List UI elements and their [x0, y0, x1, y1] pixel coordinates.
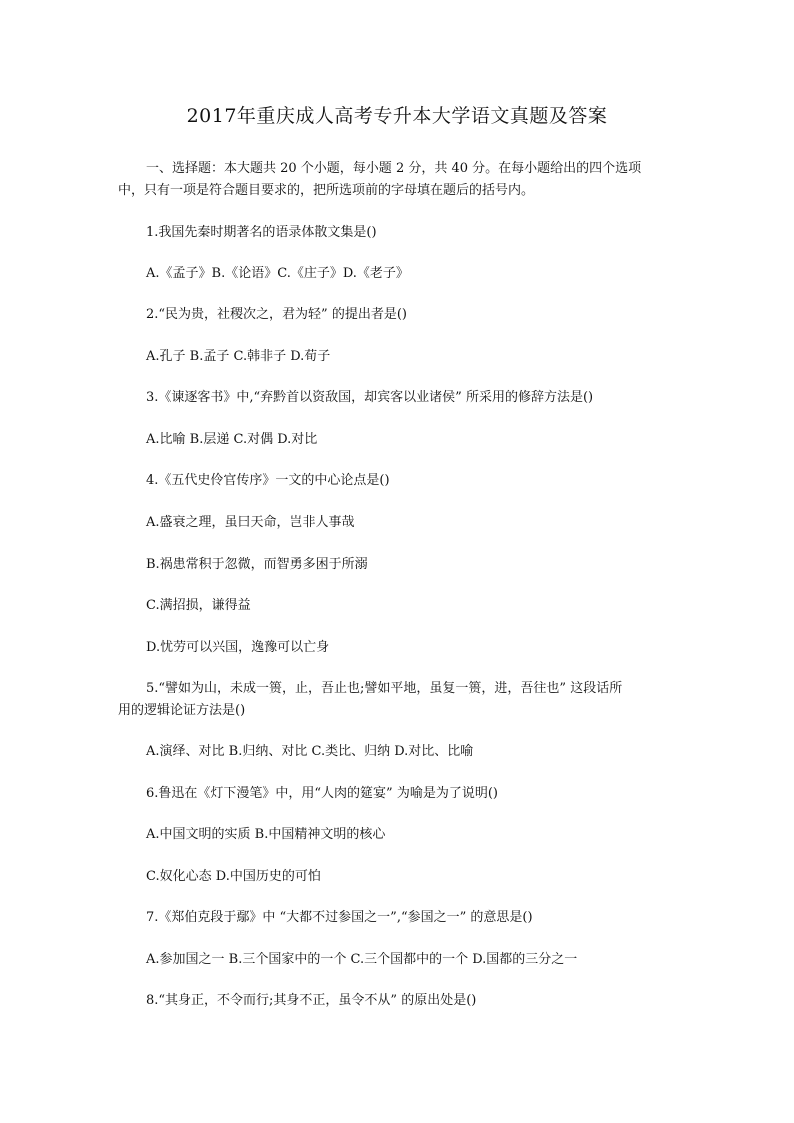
question-2-options: A.孔子 B.孟子 C.韩非子 D.荀子 [146, 349, 331, 364]
question-3: 3.《谏逐客书》中,“弃黔首以资敌国，却宾客以业诸侯” 所采用的修辞方法是() [146, 390, 594, 405]
question-4-option-c: C.满招损，谦得益 [146, 598, 251, 613]
question-4-option-d: D.忧劳可以兴国，逸豫可以亡身 [146, 640, 330, 655]
question-5-line-1: 5.“譬如为山，未成一篑，止，吾止也;譬如平地，虽复一篑，进，吾往也” 这段话所 [146, 681, 623, 696]
question-4-option-a: A.盛衰之理，虽曰天命，岂非人事哉 [146, 515, 355, 530]
question-5-line-2: 用的逻辑论证方法是() [118, 703, 246, 718]
document-title: 2017年重庆成人高考专升本大学语文真题及答案 [186, 105, 608, 127]
question-1: 1.我国先秦时期著名的语录体散文集是() [146, 225, 377, 240]
question-3-options: A.比喻 B.层递 C.对偶 D.对比 [146, 432, 318, 447]
question-6-options-ab: A.中国文明的实质 B.中国精神文明的核心 [146, 827, 386, 842]
question-4: 4.《五代史伶官传序》一文的中心论点是() [146, 473, 390, 488]
question-8: 8.“其身正，不令而行;其身不正，虽令不从” 的原出处是() [146, 993, 477, 1008]
question-7: 7.《郑伯克段于鄢》中 “大都不过参国之一”,“参国之一” 的意思是() [146, 910, 533, 925]
question-4-option-b: B.祸患常积于忽微，而智勇多困于所溺 [146, 557, 368, 572]
question-7-options: A.参加国之一 B.三个国家中的一个 C.三个国都中的一个 D.国都的三分之一 [146, 952, 578, 967]
question-5-options: A.演绎、对比 B.归纳、对比 C.类比、归纳 D.对比、比喻 [146, 744, 474, 759]
question-1-options: A.《孟子》B.《论语》C.《庄子》D.《老子》 [146, 266, 409, 281]
question-6-options-cd: C.奴化心态 D.中国历史的可怕 [146, 869, 321, 884]
section-intro-line-2: 中，只有一项是符合题目要求的，把所选项前的字母填在题后的括号内。 [118, 183, 535, 198]
question-6: 6.鲁迅在《灯下漫笔》中，用“人肉的筵宴” 为喻是为了说明() [146, 786, 498, 801]
question-2: 2.“民为贵，社稷次之，君为轻” 的提出者是() [146, 307, 407, 322]
section-intro-line-1: 一、选择题：本大题共 20 个小题，每小题 2 分，共 40 分。在每小题给出的四个选项 [146, 161, 642, 176]
